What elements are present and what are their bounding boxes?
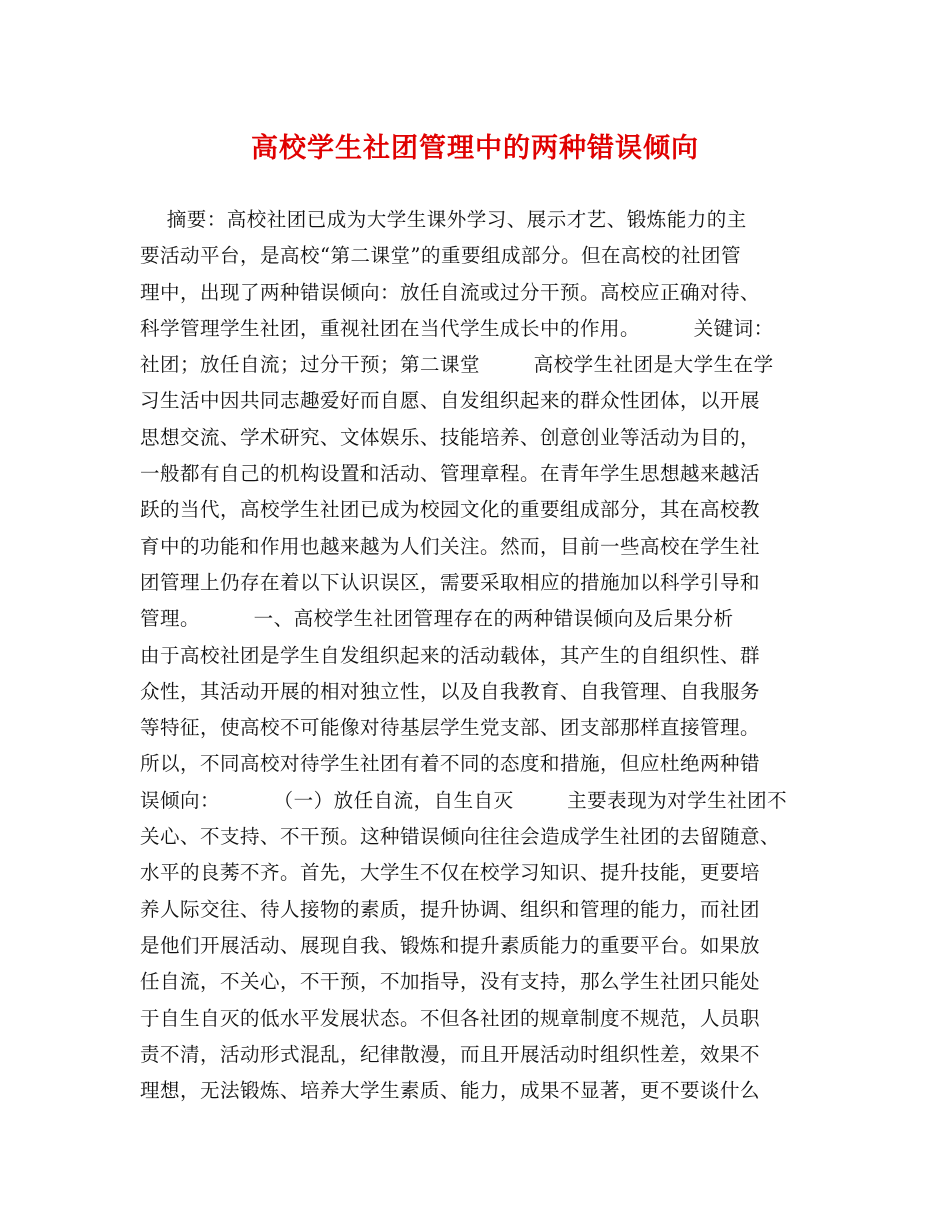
body-line: 摘要：高校社团已成为大学生课外学习、展示才艺、锻炼能力的主 bbox=[140, 208, 747, 231]
body-line: 等特征，使高校不可能像对待基层学生党支部、团支部那样直接管理。 bbox=[140, 716, 761, 740]
body-line: 由于高校社团是学生自发组织起来的活动载体，其产生的自组织性、群 bbox=[140, 643, 761, 667]
body-line: 养人际交往、待人接物的素质，提升协调、组织和管理的能力，而社团 bbox=[140, 897, 761, 921]
body-line: 水平的良莠不齐。首先，大学生不仅在校学习知识、提升技能，更要培 bbox=[140, 861, 761, 885]
body-line: 一般都有自己的机构设置和活动、管理章程。在青年学生思想越来越活 bbox=[140, 462, 761, 486]
body-line: 误倾向： （一）放任自流，自生自灭 主要表现为对学生社团不 bbox=[140, 788, 788, 812]
body-line: 习生活中因共同志趣爱好而自愿、自发组织起来的群众性团体，以开展 bbox=[140, 389, 761, 413]
body-line: 众性，其活动开展的相对独立性，以及自我教育、自我管理、自我服务 bbox=[140, 679, 761, 703]
body-line: 是他们开展活动、展现自我、锻炼和提升素质能力的重要平台。如果放 bbox=[140, 933, 761, 957]
body-line: 社团；放任自流；过分干预；第二课堂 高校学生社团是大学生在学 bbox=[140, 353, 774, 377]
body-line: 理想，无法锻炼、培养大学生素质、能力，成果不显著，更不要谈什么 bbox=[140, 1079, 761, 1103]
body-line: 思想交流、学术研究、文体娱乐、技能培养、创意创业等活动为目的， bbox=[140, 425, 761, 449]
body-line: 管理。 一、高校学生社团管理存在的两种错误倾向及后果分析 bbox=[140, 607, 734, 631]
body-line: 所以，不同高校对待学生社团有着不同的态度和措施，但应杜绝两种错 bbox=[140, 752, 761, 776]
body-line: 任自流，不关心，不干预，不加指导，没有支持，那么学生社团只能处 bbox=[140, 970, 761, 994]
document-body bbox=[140, 202, 830, 1109]
body-line: 关心、不支持、不干预。这种错误倾向往往会造成学生社团的去留随意、 bbox=[140, 825, 781, 849]
body-line: 育中的功能和作用也越来越为人们关注。然而，目前一些高校在学生社 bbox=[140, 534, 761, 558]
body-line: 理中，出现了两种错误倾向：放任自流或过分干预。高校应正确对待、 bbox=[140, 280, 761, 304]
body-line: 跃的当代，高校学生社团已成为校园文化的重要组成部分，其在高校教 bbox=[140, 498, 761, 522]
body-line: 责不清，活动形式混乱，纪律散漫，而且开展活动时组织性差，效果不 bbox=[140, 1042, 761, 1066]
body-line: 团管理上仍存在着以下认识误区，需要采取相应的措施加以科学引导和 bbox=[140, 570, 761, 594]
body-line: 于自生自灭的低水平发展状态。不但各社团的规章制度不规范，人员职 bbox=[140, 1006, 761, 1030]
body-line: 要活动平台，是高校“第二课堂”的重要组成部分。但在高校的社团管 bbox=[140, 244, 741, 268]
document-title: 高校学生社团管理中的两种错误倾向 bbox=[251, 133, 699, 164]
body-line: 科学管理学生社团，重视社团在当代学生成长中的作用。 关键词： bbox=[140, 316, 774, 340]
